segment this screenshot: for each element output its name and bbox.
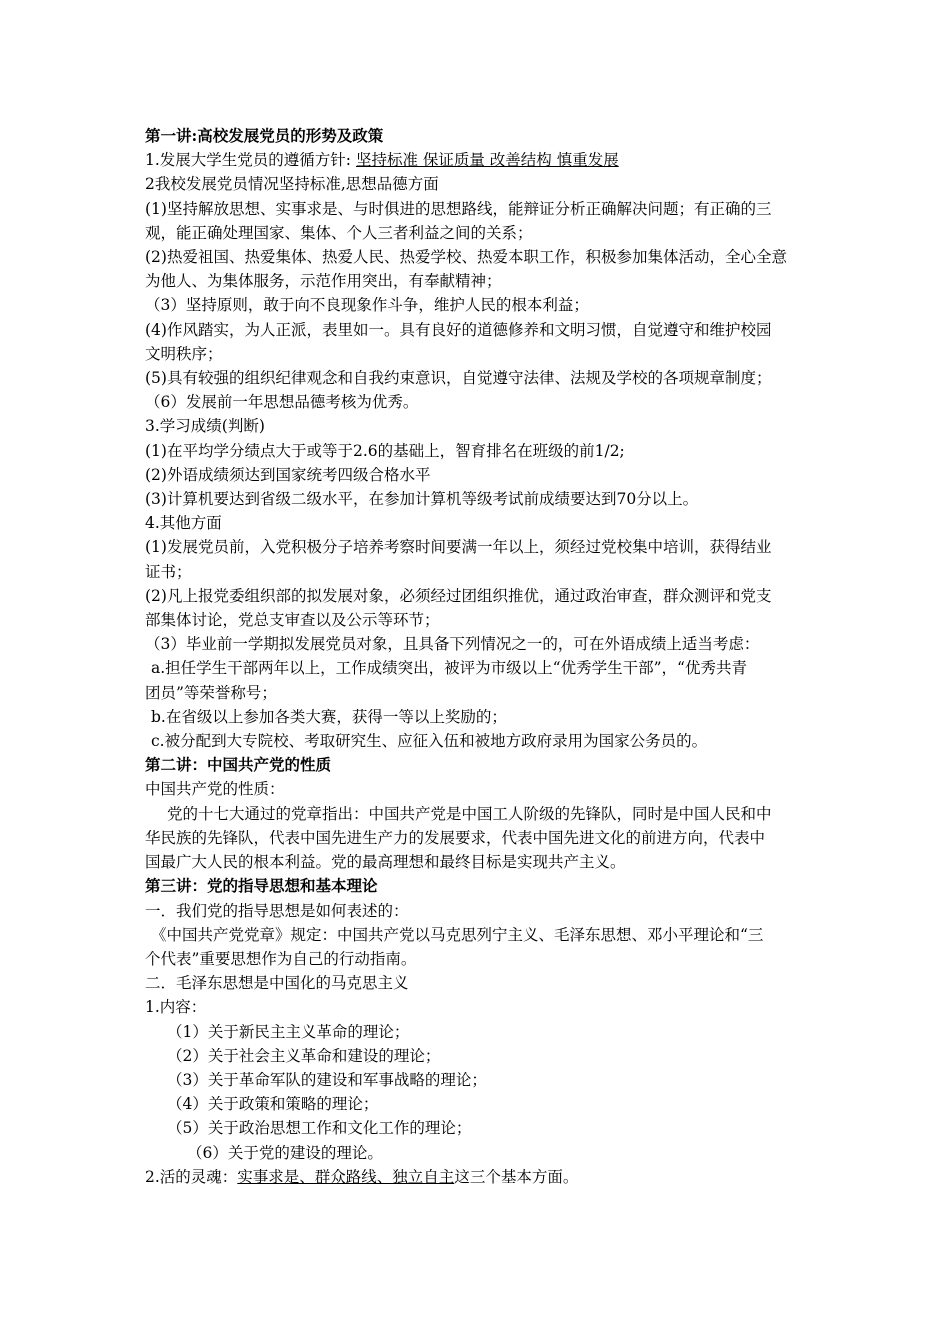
paragraph-line: (1)发展党员前，入党积极分子培养考察时间要满一年以上，须经过党校集中培训，获得结业 — [145, 538, 772, 557]
heading-lecture-3: 第三讲：党的指导思想和基本理论 — [145, 876, 378, 896]
paragraph-line: 4.其他方面 — [145, 514, 222, 533]
paragraph-line: (2)凡上报党委组织部的拟发展对象，必须经过团组织推优，通过政治审查，群众测评和党支 — [145, 586, 772, 605]
document-page — [145, 124, 810, 1189]
soul-prefix: 2.活的灵魂： — [145, 1167, 238, 1186]
list-item: （6）关于党的建设的理论。 — [187, 1143, 383, 1162]
paragraph-line: 华民族的先锋队，代表中国先进生产力的发展要求，代表中国先进文化的前进方向，代表中 — [145, 828, 766, 847]
guideline-line — [145, 148, 810, 172]
paragraph-line: 《中国共产党党章》规定：中国共产党以马克思列宁主义、毛泽东思想、邓小平理论和“三 — [151, 925, 764, 944]
guideline-underlined: 坚持标准 保证质量 改善结构 慎重发展 — [355, 151, 619, 170]
list-item: （5）关于政治思想工作和文化工作的理论； — [167, 1119, 472, 1138]
paragraph-line: 1.内容： — [145, 998, 207, 1017]
paragraph-line: 个代表”重要思想作为自己的行动指南。 — [145, 949, 417, 968]
paragraph-line: 团员”等荣誉称号； — [145, 683, 277, 702]
soul-suffix: 这三个基本方面。 — [454, 1167, 579, 1186]
paragraph-line: 中国共产党的性质： — [145, 780, 285, 799]
paragraph-line: 一．我们党的指导思想是如何表述的： — [145, 901, 409, 920]
paragraph-line: 文明秩序； — [145, 344, 223, 363]
paragraph-line: (1)在平均学分绩点大于或等于2.6的基础上，智育排名在班级的前1/2; — [145, 441, 625, 460]
paragraph-line: 二．毛泽东思想是中国化的马克思主义 — [145, 974, 409, 993]
paragraph-line: (4)作风踏实，为人正派，表里如一。具有良好的道德修养和文明习惯，自觉遵守和维护校园 — [145, 320, 772, 339]
paragraph-line: (3)计算机要达到省级二级水平，在参加计算机等级考试前成绩要达到70分以上。 — [145, 490, 699, 509]
paragraph-line: 党的十七大通过的党章指出：中国共产党是中国工人阶级的先锋队，同时是中国人民和中 — [167, 804, 772, 823]
heading-lecture-1: 第一讲:高校发展党员的形势及政策 — [145, 126, 384, 145]
paragraph-line: 部集体讨论，党总支审查以及公示等环节； — [145, 611, 440, 630]
paragraph-line: a.担任学生干部两年以上，工作成绩突出，被评为市级以上“优秀学生干部”，“优秀共青 — [151, 659, 747, 678]
paragraph-line: （3）毕业前一学期拟发展党员对象，且具备下列情况之一的，可在外语成绩上适当考虑： — [145, 635, 760, 654]
list-item: （3）关于革命军队的建设和军事战略的理论； — [167, 1070, 487, 1089]
paragraph-line: （3）坚持原则，敢于向不良现象作斗争，维护人民的根本利益； — [145, 296, 589, 315]
paragraph-line: （6）发展前一年思想品德考核为优秀。 — [145, 393, 419, 412]
paragraph-line: 为他人、为集体服务，示范作用突出，有奉献精神； — [145, 272, 502, 291]
list-item: （2）关于社会主义革命和建设的理论； — [167, 1046, 441, 1065]
paragraph-line: (2)外语成绩须达到国家统考四级合格水平 — [145, 465, 431, 484]
paragraph-line: (2)热爱祖国、热爱集体、热爱人民、热爱学校、热爱本职工作，积极参加集体活动，全心全意 — [145, 248, 787, 267]
paragraph-line: 2我校发展党员情况坚持标准,思想品德方面 — [145, 175, 439, 194]
paragraph-line: (1)坚持解放思想、实事求是、与时俱进的思想路线，能辩证分析正确解决问题；有正确的三 — [145, 199, 772, 218]
paragraph-line: b.在省级以上参加各类大赛，获得一等以上奖励的； — [151, 707, 507, 726]
soul-line — [145, 1165, 810, 1189]
list-item: （4）关于政策和策略的理论； — [167, 1095, 379, 1114]
paragraph-line: (5)具有较强的组织纪律观念和自我约束意识，自觉遵守法律、法规及学校的各项规章制度； — [145, 369, 772, 388]
guideline-prefix: 1.发展大学生党员的遵循方针: — [145, 151, 356, 170]
paragraph-line: 3.学习成绩(判断) — [145, 417, 265, 436]
heading-lecture-2: 第二讲：中国共产党的性质 — [145, 755, 332, 775]
paragraph-line: 国最广大人民的根本利益。党的最高理想和最终目标是实现共产主义。 — [145, 853, 626, 872]
paragraph-line: 证书； — [145, 562, 192, 581]
paragraph-line: c.被分配到大专院校、考取研究生、应征入伍和被地方政府录用为国家公务员的。 — [151, 732, 708, 751]
soul-underlined: 实事求是、群众路线、独立自主 — [237, 1167, 455, 1186]
paragraph-line: 观，能正确处理国家、集体、个人三者利益之间的关系； — [145, 223, 533, 242]
list-item: （1）关于新民主主义革命的理论； — [167, 1022, 410, 1041]
